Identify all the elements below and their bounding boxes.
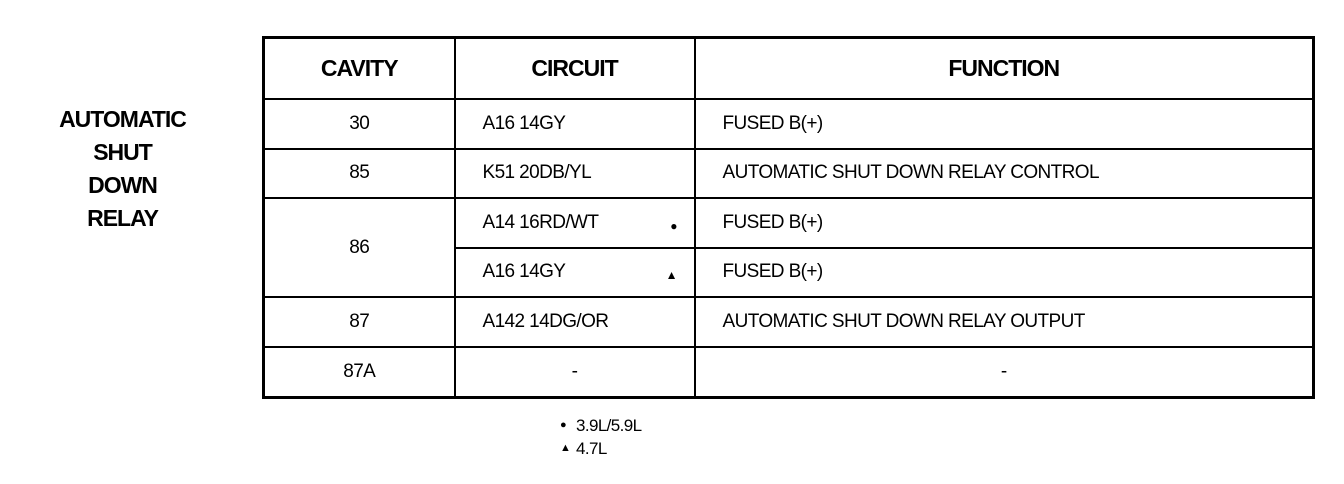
table-row [264,99,1314,149]
function-cell: AUTOMATIC SHUT DOWN RELAY CONTROL [695,149,1314,199]
function-cell: FUSED B(+) [695,248,1314,298]
table-row [264,198,1314,248]
triangle-marker-icon: ▲ [665,268,678,283]
header-cavity: CAVITY [264,38,455,100]
title-line: RELAY [87,205,158,231]
cavity-cell: 30 [264,99,455,149]
table-row [264,347,1314,398]
circuit-cell: A16 14GY [455,99,695,149]
header-circuit: CIRCUIT [455,38,695,100]
cavity-cell: 85 [264,149,455,199]
connector-title [40,103,205,235]
title-line: SHUT [93,139,152,165]
circuit-cell: A142 14DG/OR [455,297,695,347]
title-line: AUTOMATIC [59,106,186,132]
circuit-text: A14 16RD/WT [482,211,599,233]
circuit-cell [455,248,695,298]
function-cell: AUTOMATIC SHUT DOWN RELAY OUTPUT [695,297,1314,347]
cavity-cell: 87 [264,297,455,347]
legend-item [560,414,642,437]
circuit-text: A16 14GY [482,261,566,283]
function-cell: FUSED B(+) [695,198,1314,248]
function-cell: - [695,347,1314,398]
table-row [264,297,1314,347]
legend-item [560,437,642,460]
cavity-cell: 86 [264,198,455,297]
legend-label: 4.7L [576,439,607,458]
legend-label: 3.9L/5.9L [576,416,642,435]
table-header-row [264,38,1314,100]
function-cell: FUSED B(+) [695,99,1314,149]
legend [560,414,642,460]
header-function: FUNCTION [695,38,1314,100]
pinout-table [262,36,1315,399]
circle-marker-icon: ● [560,419,567,431]
triangle-marker-icon: ▲ [560,442,571,454]
circuit-cell: K51 20DB/YL [455,149,695,199]
circuit-cell: - [455,347,695,398]
title-line: DOWN [88,172,157,198]
table-row [264,149,1314,199]
cavity-cell: 87A [264,347,455,398]
circle-marker-icon: ● [670,218,678,233]
circuit-cell [455,198,695,248]
